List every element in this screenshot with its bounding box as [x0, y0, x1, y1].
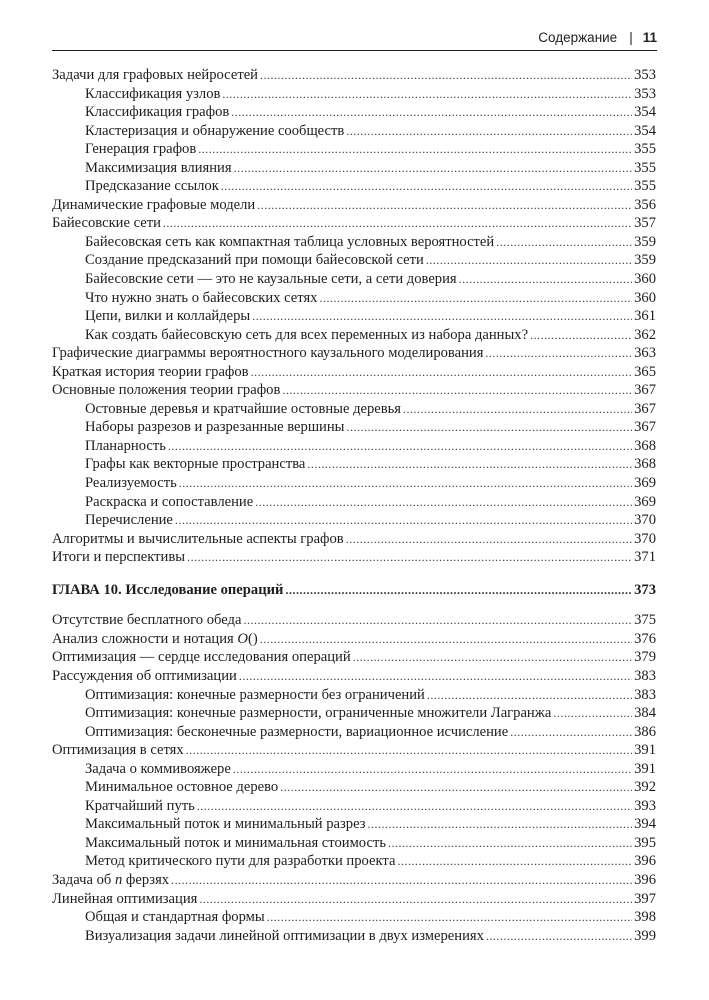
toc-entry[interactable]: [52, 871, 656, 890]
toc-entry[interactable]: [52, 251, 656, 270]
section-title: Содержание: [538, 30, 618, 45]
dot-leader: [496, 233, 632, 252]
title-text: ферзях: [122, 871, 170, 888]
toc-entry-page: 391: [634, 760, 656, 777]
toc-entry-title: Метод критического пути для разработки проекта: [85, 853, 396, 870]
toc-entry-page: 359: [634, 252, 656, 269]
dot-leader: [187, 548, 632, 567]
toc-entry-page: 354: [634, 104, 656, 121]
toc-entry-title: Оптимизация: конечные размерности, ограниченные множители Лагранжа: [85, 705, 552, 722]
dot-leader: [485, 344, 632, 363]
toc-entry[interactable]: [52, 890, 656, 909]
toc-entry-page: 375: [634, 612, 656, 629]
toc-entry[interactable]: [52, 927, 656, 946]
title-text: Анализ сложности и нотация: [52, 630, 238, 647]
toc-entry[interactable]: [52, 85, 656, 104]
dot-leader: [346, 122, 632, 141]
toc-entry-page: 359: [634, 233, 656, 250]
toc-entry-page: 395: [634, 834, 656, 851]
page-number: 11: [642, 30, 657, 45]
dot-leader: [388, 834, 632, 853]
toc-entry-title: Перечисление: [85, 512, 173, 529]
toc-entry-title: Динамические графовые модели: [52, 196, 256, 213]
toc-entry[interactable]: [52, 648, 656, 667]
toc-entry-page: 357: [634, 215, 656, 232]
toc-entry[interactable]: [52, 778, 656, 797]
toc-entry-title: Планарность: [85, 437, 166, 454]
dot-leader: [231, 103, 632, 122]
toc-entry[interactable]: [52, 852, 656, 871]
dot-leader: [346, 530, 632, 549]
toc-chapter-entry[interactable]: [52, 581, 656, 600]
toc-entry-page: 386: [634, 723, 656, 740]
toc-entry[interactable]: [52, 530, 656, 549]
toc-entry-page: 368: [634, 456, 656, 473]
dot-leader: [282, 381, 632, 400]
toc-entry-page: 367: [634, 400, 656, 417]
toc-entry-title: Основные положения теории графов: [52, 382, 281, 399]
dot-leader: [222, 85, 632, 104]
toc-entry[interactable]: [52, 723, 656, 742]
dot-leader: [397, 852, 632, 871]
chapter-title: ГЛАВА 10. Исследование операций: [52, 581, 284, 598]
toc-entry-page: 365: [634, 363, 656, 380]
toc-entry-title: Оптимизация — сердце исследования операций: [52, 649, 351, 666]
toc-entry-title: Оптимизация: бесконечные размерности, вариационное исчисление: [85, 723, 509, 740]
toc-entry-page: 355: [634, 178, 656, 195]
dot-leader: [197, 797, 632, 816]
toc-entry-page: 383: [634, 667, 656, 684]
toc-entry-page: 360: [634, 271, 656, 288]
title-text: Задача об: [52, 871, 115, 888]
toc-entry-page: 379: [634, 649, 656, 666]
toc-entry-title: Максимальный поток и минимальный разрез: [85, 816, 366, 833]
toc-entry-page: 361: [634, 308, 656, 325]
dot-leader: [553, 704, 632, 723]
toc-entry-title: Оптимизация: конечные размерности без ограничений: [85, 686, 425, 703]
dot-leader: [257, 196, 632, 215]
toc-entry-page: 360: [634, 289, 656, 306]
toc-entry-title: Наборы разрезов и разрезанные вершины: [85, 419, 345, 436]
toc-entry-page: 396: [634, 871, 656, 888]
toc-entry[interactable]: [52, 140, 656, 159]
toc-entry-title: Байесовские сети: [52, 215, 161, 232]
toc-entry-title: Реализуемость: [85, 475, 177, 492]
dot-leader: [427, 686, 632, 705]
dot-leader: [198, 140, 632, 159]
toc-entry[interactable]: [52, 493, 656, 512]
toc-entry-page: 399: [634, 927, 656, 944]
dot-leader: [319, 289, 632, 308]
toc-entry[interactable]: [52, 344, 656, 363]
dot-leader: [267, 908, 632, 927]
dot-leader: [179, 474, 632, 493]
toc-entry-title: Кластеризация и обнаружение сообществ: [85, 122, 345, 139]
toc-entry-page: 353: [634, 67, 656, 83]
toc-entry[interactable]: [52, 418, 656, 437]
toc-entry[interactable]: [52, 270, 656, 289]
title-italic: n: [114, 871, 123, 888]
toc-entry[interactable]: [52, 548, 656, 567]
toc-entry-title: Итоги и перспективы: [52, 549, 186, 566]
toc-entry-page: 394: [634, 816, 656, 833]
dot-leader: [346, 418, 632, 437]
toc-entry-page: 369: [634, 493, 656, 510]
toc-entry[interactable]: [52, 741, 656, 760]
dot-leader: [510, 723, 632, 742]
dot-leader: [280, 778, 632, 797]
toc-entry-page: 371: [634, 549, 656, 566]
dot-leader: [233, 760, 632, 779]
toc-entry-page: 362: [634, 326, 656, 343]
toc-entry-page: 370: [634, 512, 656, 529]
toc-entry-page: 398: [634, 909, 656, 926]
toc-entry-title: Классификация графов: [85, 104, 230, 121]
toc-entry[interactable]: [52, 667, 656, 686]
dot-leader: [239, 667, 632, 686]
dot-leader: [252, 307, 632, 326]
toc-entry[interactable]: [52, 630, 656, 649]
dot-leader: [251, 363, 633, 382]
toc-entry-title: Визуализация задачи линейной оптимизации в двух измерениях: [85, 927, 484, 944]
toc-entry-page: 383: [634, 686, 656, 703]
toc-entry[interactable]: [52, 122, 656, 141]
toc-entry-title: Максимальный поток и минимальная стоимость: [85, 834, 386, 851]
toc-entry[interactable]: [52, 760, 656, 779]
toc-entry-page: 384: [634, 705, 656, 722]
toc-entry[interactable]: [52, 326, 656, 345]
toc-entry[interactable]: [52, 511, 656, 530]
toc-entry[interactable]: [52, 400, 656, 419]
dot-leader: [175, 511, 632, 530]
dot-leader: [243, 611, 632, 630]
toc-entry-title: Задачи для графовых нейросетей: [52, 67, 258, 83]
chapter-page: 373: [634, 581, 656, 598]
toc-entry-page: 355: [634, 141, 656, 158]
toc-entry-page: 363: [634, 345, 656, 362]
dot-leader: [163, 214, 632, 233]
toc-entry-page: 367: [634, 382, 656, 399]
dot-leader: [368, 815, 633, 834]
toc-entry-page: 368: [634, 437, 656, 454]
toc-entry-page: 354: [634, 122, 656, 139]
toc-entry-page: 396: [634, 853, 656, 870]
toc-entry-title: Что нужно знать о байесовских сетях: [85, 289, 318, 306]
dot-leader: [307, 455, 632, 474]
toc-entry-title: Минимальное остовное дерево: [85, 779, 279, 796]
toc-entry[interactable]: [52, 815, 656, 834]
dot-leader: [426, 251, 632, 270]
toc-entry-title: Рассуждения об оптимизации: [52, 667, 237, 684]
toc-entry-page: 370: [634, 530, 656, 547]
dot-leader: [353, 648, 632, 667]
toc-entry[interactable]: [52, 159, 656, 178]
toc-entry-title: Цепи, вилки и коллайдеры: [85, 308, 251, 325]
toc-entry-title: Максимизация влияния: [85, 159, 232, 176]
toc-entry-title: Раскраска и сопоставление: [85, 493, 254, 510]
toc-entry[interactable]: [52, 233, 656, 252]
toc-entry-page: 353: [634, 85, 656, 102]
toc-entry[interactable]: [52, 686, 656, 705]
toc-entry-title: Графы как векторные пространства: [85, 456, 306, 473]
toc-entry-title: Предсказание ссылок: [85, 178, 219, 195]
toc-entry-page: 397: [634, 890, 656, 907]
dot-leader: [221, 177, 632, 196]
toc-entry[interactable]: [52, 363, 656, 382]
toc-entry-page: 376: [634, 630, 656, 647]
toc-entry-page: 369: [634, 475, 656, 492]
toc-entry[interactable]: [52, 474, 656, 493]
toc-entry-title: [52, 630, 258, 649]
title-text: (): [247, 630, 258, 647]
toc-entry-title: Графические диаграммы вероятностного каузального моделирования: [52, 345, 484, 362]
dot-leader: [403, 400, 632, 419]
toc-entry-title: Задача о коммивояжере: [85, 760, 231, 777]
dot-leader: [530, 326, 632, 345]
dot-leader: [234, 159, 633, 178]
dot-leader: [260, 630, 632, 649]
toc-entry[interactable]: [52, 437, 656, 456]
toc-entry-title: Классификация узлов: [85, 85, 221, 102]
toc-entry[interactable]: [52, 214, 656, 233]
toc-entry[interactable]: [52, 177, 656, 196]
running-header: [52, 28, 657, 51]
toc-entry-title: Отсутствие бесплатного обеда: [52, 612, 242, 629]
toc-entry-title: Как создать байесовскую сеть для всех переменных из набора данных?: [85, 326, 529, 343]
toc-entry[interactable]: [52, 381, 656, 400]
toc-entry-title: Краткая история теории графов: [52, 363, 249, 380]
toc-entry-title: Создание предсказаний при помощи байесовской сети: [85, 252, 424, 269]
toc-entry[interactable]: [52, 289, 656, 308]
dot-leader: [486, 927, 632, 946]
dot-leader: [171, 871, 632, 890]
toc-entry[interactable]: [52, 834, 656, 853]
toc-entry[interactable]: [52, 66, 656, 85]
toc-entry-title: Оптимизация в сетях: [52, 742, 184, 759]
toc-entry[interactable]: [52, 908, 656, 927]
toc-entry-title: Остовные деревья и кратчайшие остовные деревья: [85, 400, 402, 417]
toc-entry-page: 392: [634, 779, 656, 796]
dot-leader: [255, 493, 632, 512]
toc-entry-title: Алгоритмы и вычислительные аспекты графов: [52, 530, 344, 547]
dot-leader: [199, 890, 632, 909]
title-italic: O: [237, 630, 248, 647]
toc-entry-title: Общая и стандартная формы: [85, 909, 265, 926]
toc-entry[interactable]: [52, 611, 656, 630]
toc-entry-title: Линейная оптимизация: [52, 890, 198, 907]
toc-entry-page: 355: [634, 159, 656, 176]
toc-entry[interactable]: [52, 196, 656, 215]
toc-entry-page: 367: [634, 419, 656, 436]
dot-leader: [186, 741, 632, 760]
dot-leader: [260, 66, 632, 85]
toc-entry[interactable]: [52, 455, 656, 474]
toc-entry-page: 356: [634, 196, 656, 213]
dot-leader: [285, 581, 632, 600]
table-of-contents: [52, 66, 656, 945]
toc-entry-page: 391: [634, 742, 656, 759]
toc-entry-title: Кратчайший путь: [85, 797, 195, 814]
toc-entry[interactable]: [52, 307, 656, 326]
toc-entry-title: Байесовская сеть как компактная таблица условных вероятностей: [85, 233, 495, 250]
toc-entry[interactable]: [52, 103, 656, 122]
dot-leader: [168, 437, 632, 456]
toc-entry-title: Байесовские сети — это не каузальные сети, а сети доверия: [85, 271, 457, 288]
toc-entry-title: [52, 871, 169, 890]
toc-entry-page: 393: [634, 797, 656, 814]
dot-leader: [459, 270, 632, 289]
toc-entry[interactable]: [52, 797, 656, 816]
toc-entry-title: Генерация графов: [85, 141, 197, 158]
header-separator: |: [629, 30, 633, 45]
toc-entry[interactable]: [52, 704, 656, 723]
